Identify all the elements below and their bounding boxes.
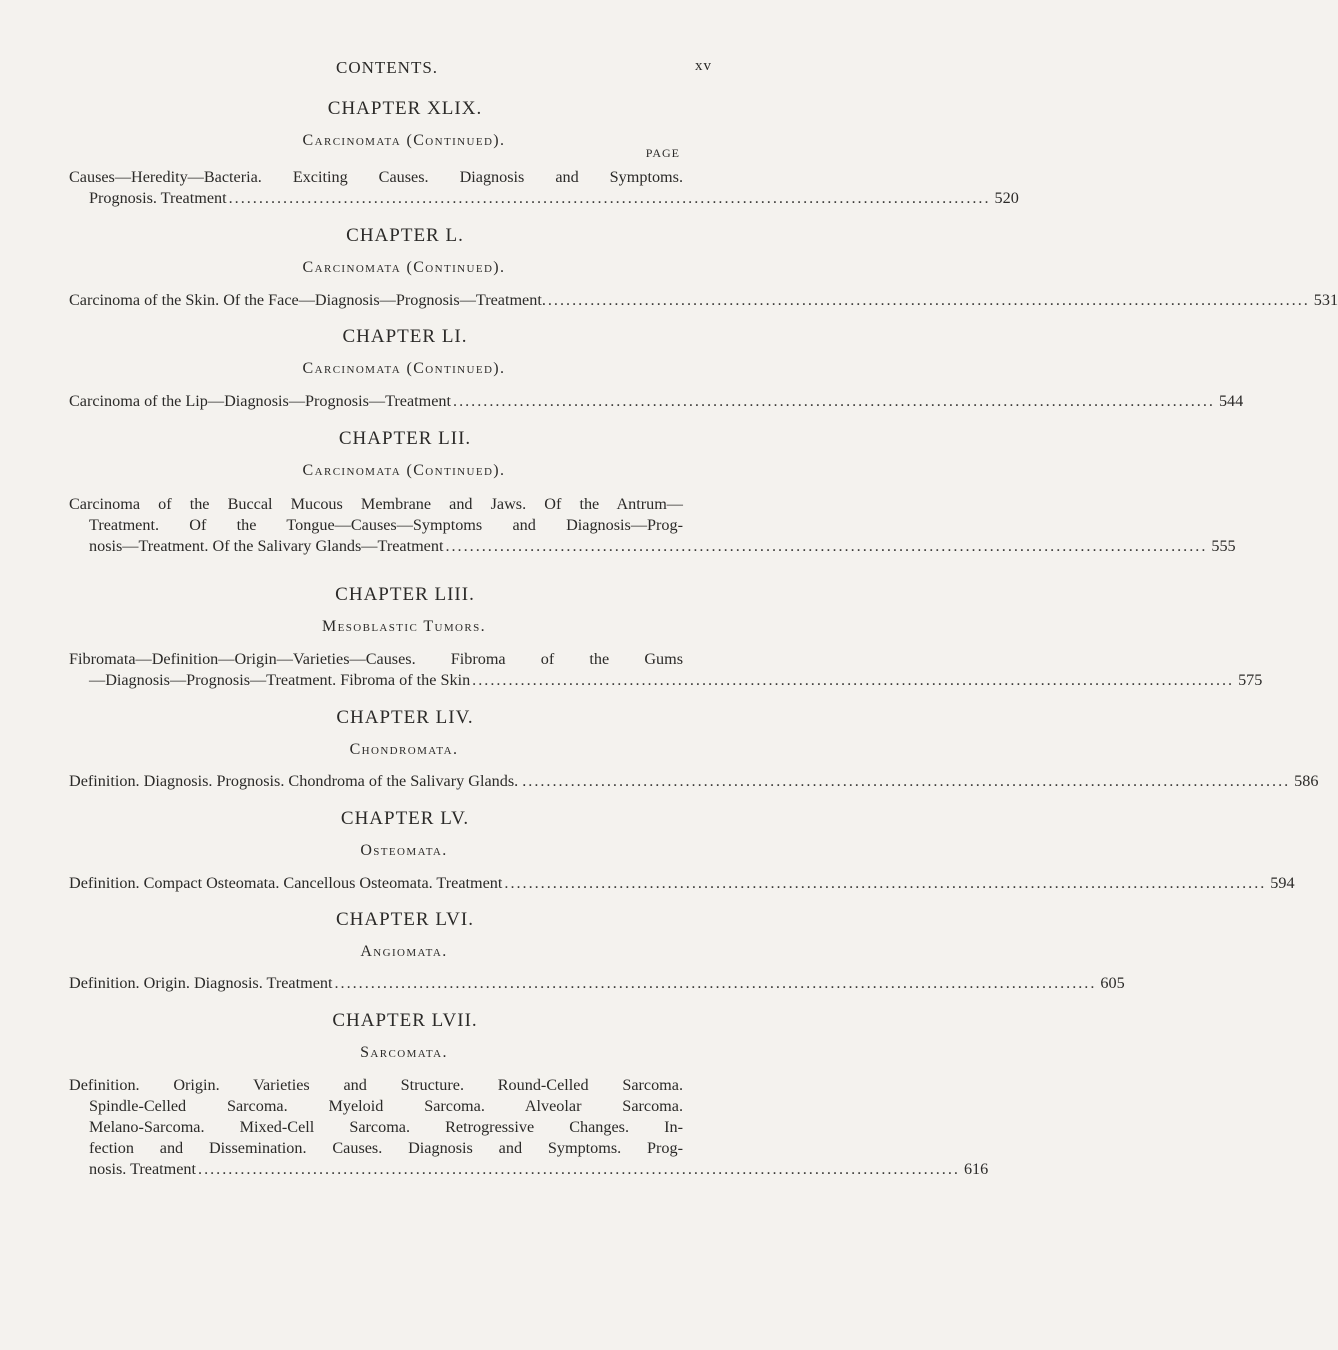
chapter-block: [0, 223, 800, 281]
chapter-subheading: Carcinomata (Continued).: [302, 462, 506, 479]
chapter-entry: [69, 1075, 989, 1180]
chapter-heading: CHAPTER LVII.: [332, 1010, 478, 1031]
chapter-block: [0, 426, 800, 484]
entry-line: fection and Dissemination. Causes. Diagnosis and Symptoms. Prog-: [89, 1139, 683, 1157]
page-number: 544: [1218, 392, 1244, 410]
dot-leader: ..............................................................................................................................: [528, 772, 1291, 790]
entry-line: Definition. Origin. Varieties and Structure. Round-Celled Sarcoma.: [69, 1076, 683, 1094]
chapter-block: [0, 806, 800, 864]
running-head: [0, 58, 800, 80]
chapter-subheading: Sarcomata.: [360, 1044, 448, 1061]
chapter-subheading: Carcinomata (Continued).: [302, 360, 506, 377]
chapter-block: [0, 1008, 800, 1066]
entry-text: nosis—Treatment. Of the Salivary Glands—Treatment: [89, 537, 444, 555]
dot-leader: ..............................................................................................................................: [228, 189, 991, 207]
chapter-block: [0, 324, 800, 382]
chapter-entry: [69, 973, 1125, 994]
entry-line: Causes—Heredity—Bacteria. Exciting Causes. Diagnosis and Symptoms.: [69, 168, 683, 186]
entry-line-with-page: [69, 873, 1295, 894]
chapter-heading: CHAPTER LV.: [340, 808, 470, 829]
page-number: 531: [1313, 291, 1338, 309]
chapter-heading: CHAPTER LVI.: [336, 909, 474, 930]
chapter-subheading: Osteomata.: [360, 842, 448, 859]
entry-line: Spindle-Celled Sarcoma. Myeloid Sarcoma. Alveolar Sarcoma.: [89, 1097, 683, 1115]
dot-leader: ..............................................................................................................................: [198, 1160, 960, 1178]
chapter-heading: CHAPTER XLIX.: [327, 98, 483, 119]
page-number: 586: [1294, 772, 1319, 790]
dot-leader: ..............................................................................................................................: [472, 671, 1235, 689]
chapter-entry: [69, 391, 1244, 412]
entry-line-with-page: [69, 670, 1263, 691]
entry-line: Melano-Sarcoma. Mixed-Cell Sarcoma. Retrogressive Changes. In-: [89, 1118, 683, 1136]
chapter-subheading: Angiomata.: [360, 943, 448, 960]
page-number: 575: [1238, 671, 1263, 689]
chapter-heading: CHAPTER LIV.: [336, 707, 474, 728]
chapter-entry: [69, 873, 1295, 894]
entry-line-with-page: [69, 973, 1125, 994]
chapter-entry: [69, 494, 1236, 557]
page-number: 616: [963, 1160, 989, 1178]
entry-line-with-page: [69, 391, 1244, 412]
page-number: 520: [994, 189, 1019, 207]
chapter-subheading: Carcinomata (Continued).: [302, 132, 506, 149]
dot-leader: ..............................................................................................................................: [453, 392, 1215, 410]
entry-line: Treatment. Of the Tongue—Causes—Symptoms and Diagnosis—Prog-: [89, 516, 683, 534]
entry-text: —Diagnosis—Prognosis—Treatment. Fibroma of the Skin: [89, 671, 471, 689]
entry-line-with-page: [69, 290, 1338, 311]
page-number: 555: [1211, 537, 1236, 555]
entry-text: nosis. Treatment: [89, 1160, 197, 1178]
chapter-subheading: Mesoblastic Tumors.: [321, 618, 487, 635]
chapter-heading: CHAPTER LII.: [338, 428, 472, 449]
page-column-label: PAGE: [645, 146, 680, 160]
entry-text: Definition. Origin. Diagnosis. Treatment: [69, 974, 333, 992]
chapter-block: [0, 907, 800, 965]
entry-line-with-page: [69, 771, 1319, 792]
chapter-entry: [69, 649, 1263, 691]
entry-text: Definition. Compact Osteomata. Cancellous Osteomata. Treatment: [69, 874, 503, 892]
dot-leader: ..............................................................................................................................: [504, 874, 1267, 892]
page-number: 605: [1100, 974, 1125, 992]
entry-line-with-page: [69, 188, 1019, 209]
chapter-block: [0, 96, 800, 160]
dot-leader: ..............................................................................................................................: [334, 974, 1097, 992]
entry-text: Definition. Diagnosis. Prognosis. Chondroma of the Salivary Glands. .: [69, 772, 527, 790]
chapter-entry: [69, 771, 1319, 792]
chapter-subheading: Chondromata.: [349, 741, 459, 758]
entry-line: Carcinoma of the Buccal Mucous Membrane and Jaws. Of the Antrum—: [69, 495, 683, 513]
entry-line: Fibromata—Definition—Origin—Varieties—Causes. Fibroma of the Gums: [69, 650, 683, 668]
chapter-heading: CHAPTER LIII.: [335, 584, 475, 605]
page-folio: xv: [695, 58, 712, 74]
entry-line-with-page: [69, 1159, 989, 1180]
chapter-heading: CHAPTER LI.: [342, 326, 468, 347]
page-number: 594: [1270, 874, 1295, 892]
entry-text: Carcinoma of the Skin. Of the Face—Diagnosis—Prognosis—Treatment.: [69, 291, 546, 309]
running-head-title: CONTENTS.: [336, 58, 439, 77]
chapter-entry: [69, 290, 1338, 311]
entry-text: Carcinoma of the Lip—Diagnosis—Prognosis—Treatment: [69, 392, 452, 410]
chapter-block: [0, 582, 800, 640]
dot-leader: ..............................................................................................................................: [445, 537, 1208, 555]
dot-leader: ..............................................................................................................................: [547, 291, 1310, 309]
chapter-entry: [69, 167, 1019, 209]
chapter-subheading: Carcinomata (Continued).: [302, 259, 506, 276]
entry-text: Prognosis. Treatment: [89, 189, 227, 207]
chapter-block: [0, 705, 800, 763]
chapter-heading: CHAPTER L.: [346, 225, 464, 246]
entry-line-with-page: [69, 536, 1236, 557]
